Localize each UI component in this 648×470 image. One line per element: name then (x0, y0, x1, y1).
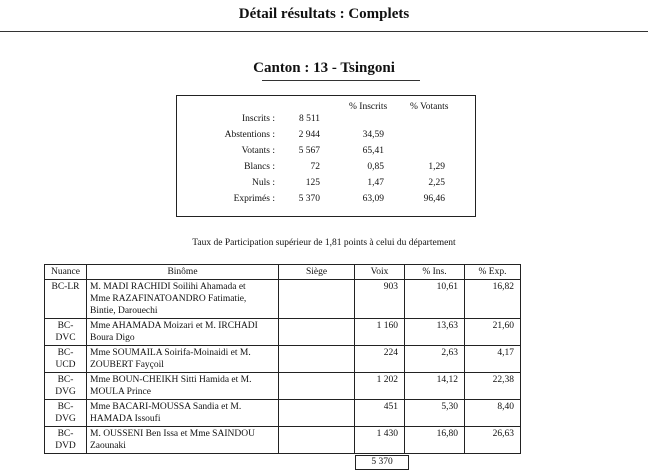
table-row (45, 427, 521, 454)
cell-pct-ins: 2,63 (405, 346, 465, 373)
cell-binome (87, 373, 279, 400)
cell-binome (87, 400, 279, 427)
cell-nuance: BC-DVG (45, 373, 87, 400)
stats-pct-votants: 2,25 (428, 178, 445, 188)
stats-label: Inscrits : (242, 114, 275, 124)
header-pct-ins: % Ins. (405, 265, 465, 280)
stats-value: 125 (305, 178, 320, 188)
cell-pct-exp: 4,17 (465, 346, 521, 373)
stats-row (177, 130, 475, 144)
cell-pct-exp: 26,63 (465, 427, 521, 454)
stats-row (177, 114, 475, 128)
cell-siege (279, 427, 355, 454)
stats-label: Blancs : (244, 162, 275, 172)
stats-pct-inscrits: 63,09 (362, 194, 384, 204)
binome-line: Mme RAZAFINATOANDRO Fatimatie, (90, 294, 247, 304)
cell-pct-ins: 5,30 (405, 400, 465, 427)
stats-row (177, 178, 475, 192)
binome-line: Mme BACARI-MOUSSA Sandia et M. (90, 402, 242, 412)
cell-voix: 1 202 (355, 373, 405, 400)
cell-voix: 224 (355, 346, 405, 373)
stats-row (177, 194, 475, 208)
cell-pct-ins: 13,63 (405, 319, 465, 346)
cell-nuance: BC-UCD (45, 346, 87, 373)
cell-nuance: BC-DVD (45, 427, 87, 454)
cell-siege (279, 346, 355, 373)
header-voix: Voix (355, 265, 405, 280)
binome-line: M. MADI RACHIDI Soilihi Ahamada et (90, 282, 246, 292)
stats-label: Abstentions : (224, 130, 275, 140)
table-row (45, 346, 521, 373)
cell-binome (87, 319, 279, 346)
cell-pct-exp: 8,40 (465, 400, 521, 427)
stats-header-pct-votants: % Votants (410, 102, 449, 112)
cell-voix: 903 (355, 280, 405, 319)
cell-siege (279, 400, 355, 427)
canton-underline (262, 80, 420, 81)
canton-title: Canton : 13 - Tsingoni (253, 60, 395, 76)
results-header-row (45, 265, 521, 280)
cell-binome (87, 427, 279, 454)
cell-binome (87, 346, 279, 373)
cell-pct-exp: 16,82 (465, 280, 521, 319)
participation-note: Taux de Participation supérieur de 1,81 points à celui du département (192, 238, 456, 248)
stats-label: Nuls : (252, 178, 275, 188)
divider (0, 31, 648, 32)
stats-label: Exprimés : (233, 194, 275, 204)
stats-pct-votants: 1,29 (428, 162, 445, 172)
cell-pct-exp: 22,38 (465, 373, 521, 400)
cell-siege (279, 280, 355, 319)
stats-row (177, 162, 475, 176)
stats-value: 8 511 (298, 114, 320, 124)
stats-row (177, 146, 475, 160)
binome-line: Mme AHAMADA Moizari et M. IRCHADI (90, 321, 258, 331)
stats-pct-inscrits: 0,85 (367, 162, 384, 172)
table-row (45, 319, 521, 346)
stats-value: 2 944 (298, 130, 320, 140)
stats-pct-votants: 96,46 (423, 194, 445, 204)
results-table (44, 264, 521, 454)
cell-binome (87, 280, 279, 319)
table-row (45, 280, 521, 319)
table-row (45, 373, 521, 400)
binome-line: Mme BOUN-CHEIKH Sitti Hamida et M. (90, 375, 252, 385)
cell-voix: 1 160 (355, 319, 405, 346)
cell-pct-exp: 21,60 (465, 319, 521, 346)
cell-siege (279, 319, 355, 346)
stats-label: Votants : (241, 146, 275, 156)
header-pct-exp: % Exp. (465, 265, 521, 280)
binome-line: Boura Digo (90, 333, 135, 343)
binome-line: HAMADA Issoufi (90, 414, 161, 424)
cell-nuance: BC-DVC (45, 319, 87, 346)
cell-pct-ins: 10,61 (405, 280, 465, 319)
table-row (45, 400, 521, 427)
binome-line: MOULA Prince (90, 387, 151, 397)
binome-line: ZOUBERT Fayçoil (90, 360, 164, 370)
stats-pct-inscrits: 34,59 (362, 130, 384, 140)
stats-table (176, 95, 476, 217)
cell-pct-ins: 14,12 (405, 373, 465, 400)
header-siege: Siège (279, 265, 355, 280)
binome-line: Bintie, Darouechi (90, 306, 158, 316)
binome-line: Mme SOUMAILA Soirifa-Moinaidi et M. (90, 348, 251, 358)
binome-line: M. OUSSENI Ben Issa et Mme SAINDOU (90, 429, 255, 439)
stats-header-pct-inscrits: % Inscrits (349, 102, 388, 112)
cell-voix: 1 430 (355, 427, 405, 454)
stats-pct-inscrits: 65,41 (362, 146, 384, 156)
cell-siege (279, 373, 355, 400)
cell-nuance: BC-LR (45, 280, 87, 319)
header-nuance: Nuance (45, 265, 87, 280)
header-binome: Binôme (87, 265, 279, 280)
total-voix: 5 370 (355, 455, 409, 470)
stats-value: 5 567 (298, 146, 320, 156)
cell-pct-ins: 16,80 (405, 427, 465, 454)
binome-line: Zaounaki (90, 441, 126, 451)
page-title: Détail résultats : Complets (238, 6, 410, 22)
stats-value: 72 (310, 162, 320, 172)
cell-voix: 451 (355, 400, 405, 427)
stats-value: 5 370 (298, 194, 320, 204)
stats-pct-inscrits: 1,47 (367, 178, 384, 188)
cell-nuance: BC-DVG (45, 400, 87, 427)
